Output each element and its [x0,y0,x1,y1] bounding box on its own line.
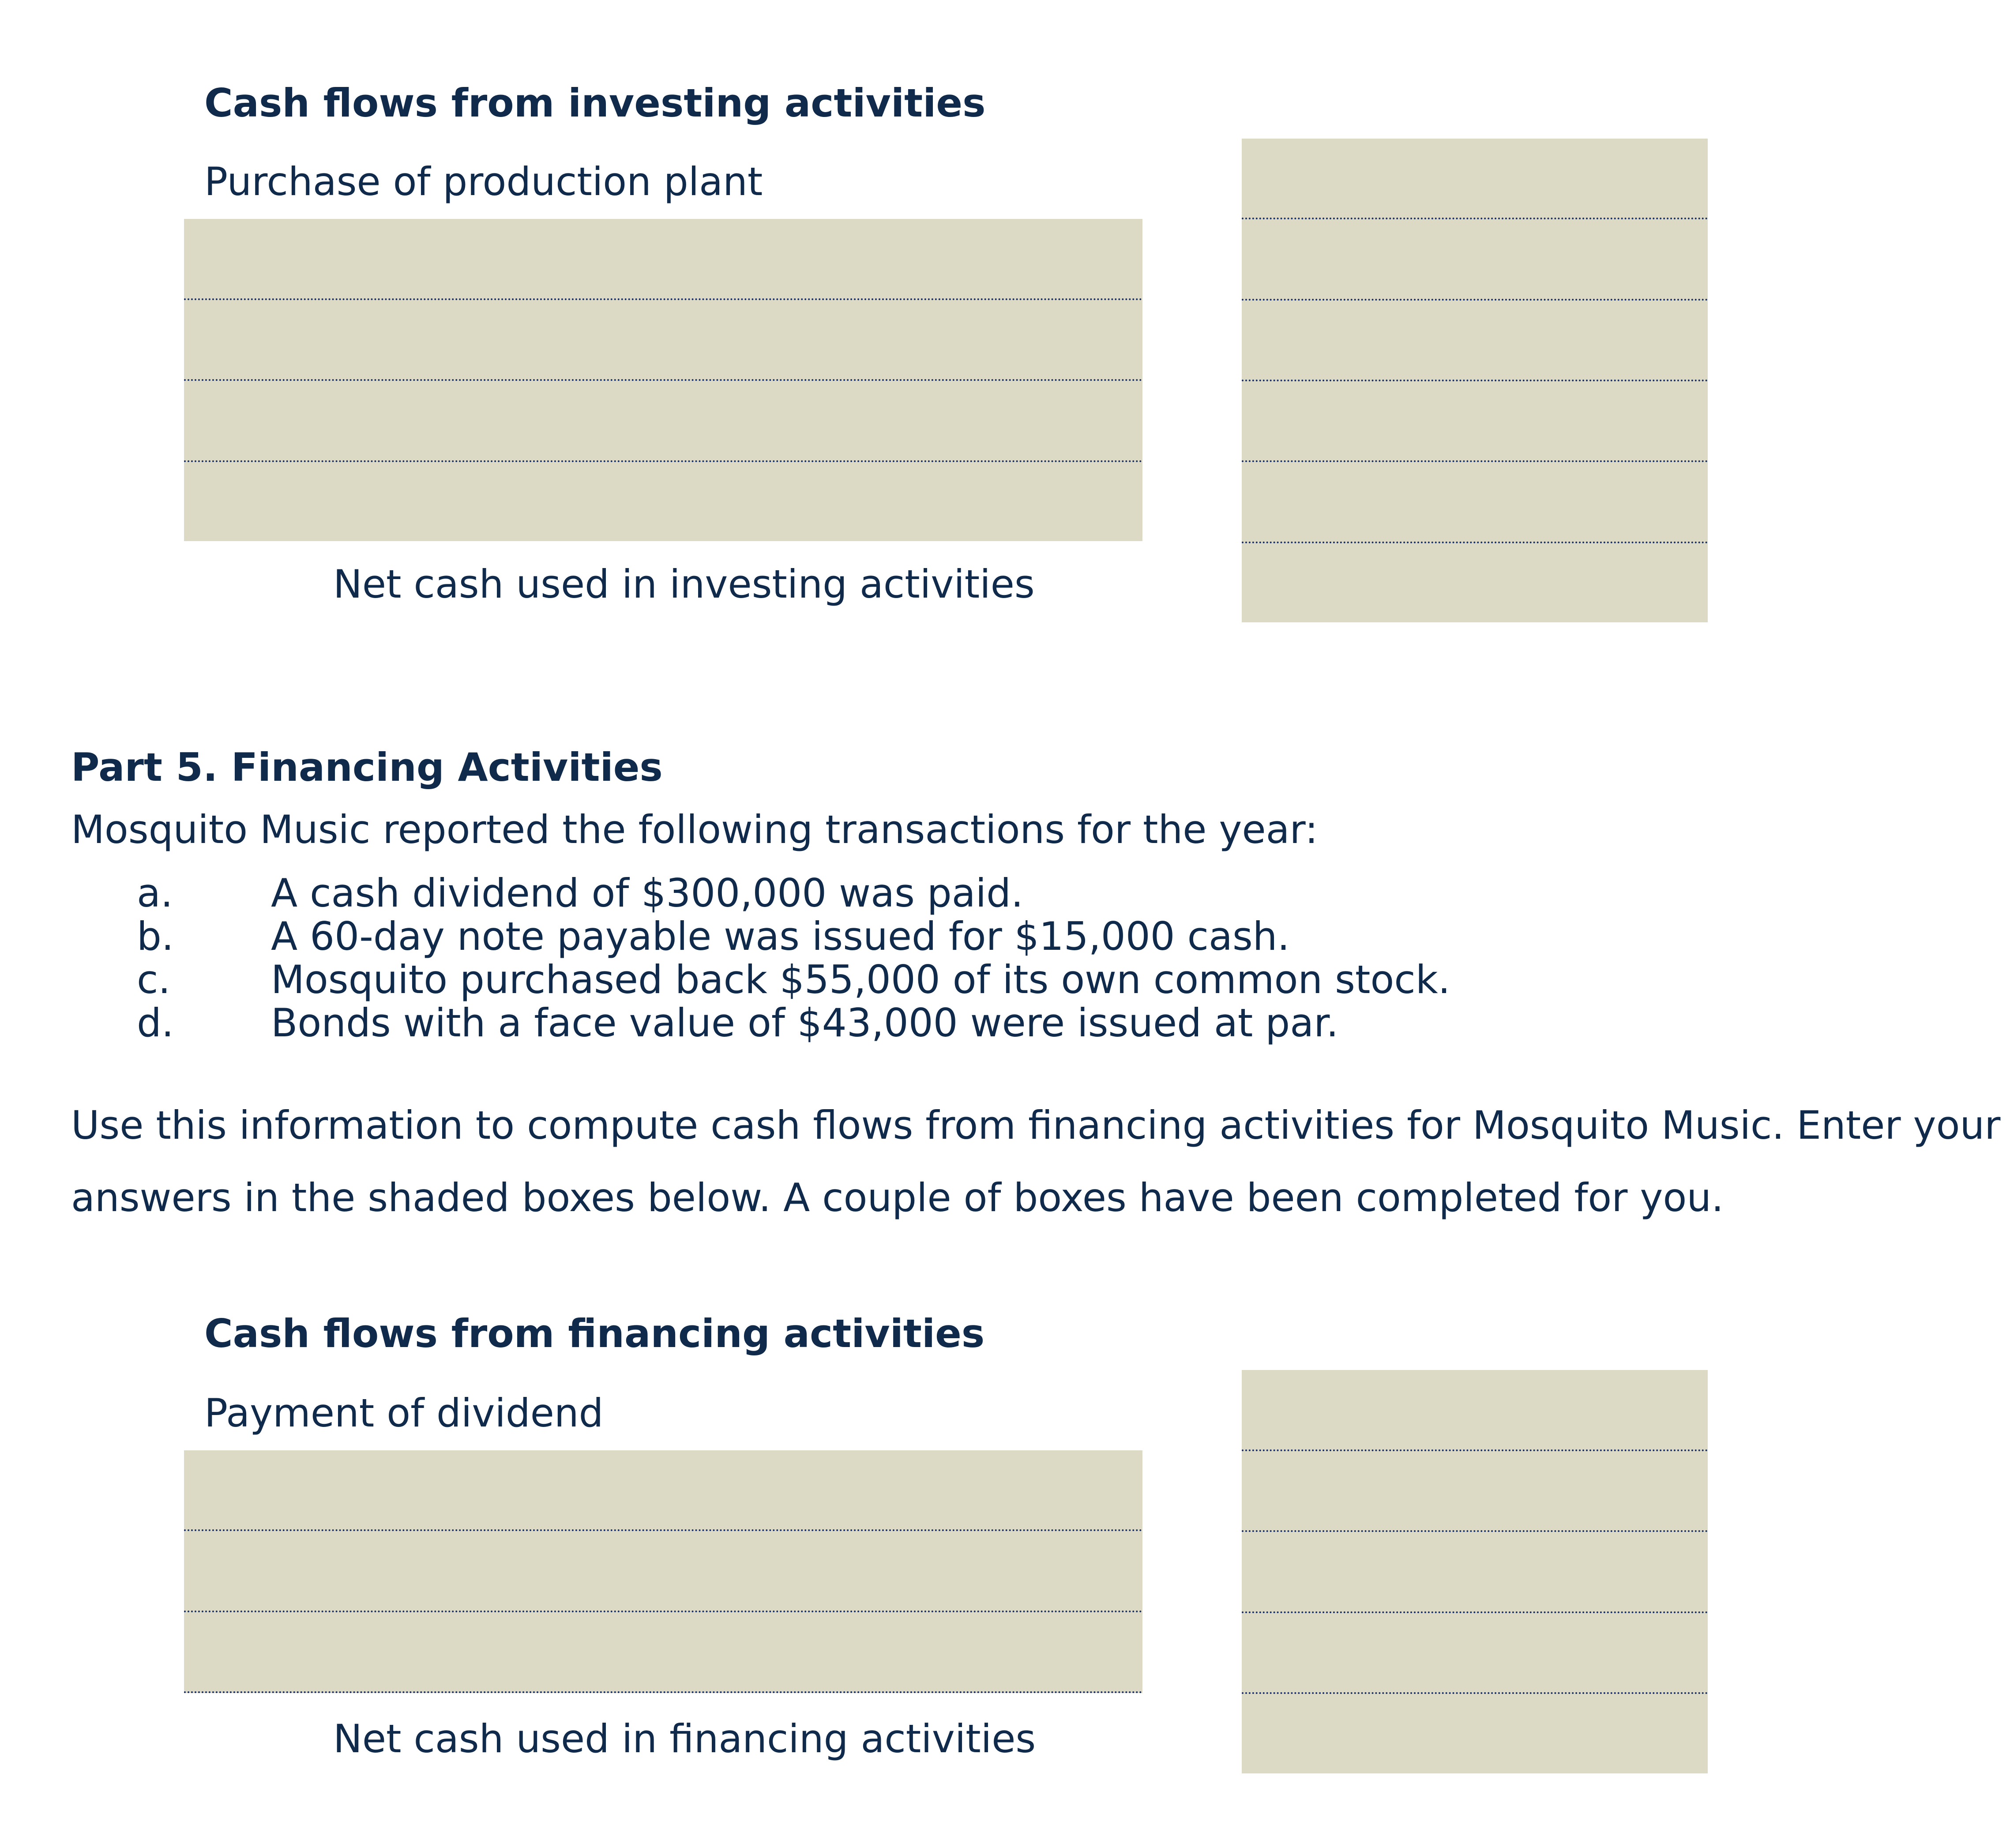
instruction-line-2: answers in the shaded boxes below. A couple of boxes have been completed for you. [71,1175,1724,1220]
investing-amount-input-6[interactable] [1242,543,1708,622]
instruction-line-1: Use this information to compute cash flows from financing activities for Mosquito Music. Enter your [71,1103,2001,1148]
list-item-text: A cash dividend of $300,000 was paid. [271,870,1023,916]
list-item-text: A 60-day note payable was issued for $15,000 cash. [271,914,1290,959]
financing-description-input-1[interactable] [184,1450,1142,1531]
investing-amount-input-4[interactable] [1242,381,1708,462]
investing-amount-input-2[interactable] [1242,219,1708,300]
financing-description-boxes[interactable] [184,1450,1142,1693]
financing-description-input-3[interactable] [184,1612,1142,1693]
financing-description-input-2[interactable] [184,1531,1142,1612]
part5-intro: Mosquito Music reported the following transactions for the year: [71,807,1318,852]
list-item-marker: d. [137,1000,174,1046]
financing-amount-input-5[interactable] [1242,1694,1708,1773]
list-item-marker: c. [137,957,171,1002]
financing-heading: Cash flows from financing activities [204,1311,985,1356]
financing-amount-input-3[interactable] [1242,1532,1708,1613]
financing-net-label: Net cash used in financing activities [333,1716,1036,1761]
list-item-text: Bonds with a face value of $43,000 were issued at par. [271,1000,1339,1046]
financing-amount-boxes[interactable] [1242,1370,1708,1773]
list-item-marker: b. [137,914,174,959]
financing-first-item-label: Payment of dividend [204,1390,604,1436]
investing-description-boxes[interactable] [184,219,1142,541]
part5-heading: Part 5. Financing Activities [71,745,663,790]
investing-amount-input-1[interactable] [1242,139,1708,219]
list-item-marker: a. [137,870,173,916]
list-item [137,870,1461,916]
investing-first-item-label: Purchase of production plant [204,159,763,204]
financing-amount-input-1[interactable] [1242,1370,1708,1451]
list-item-text: Mosquito purchased back $55,000 of its own common stock. [271,957,1450,1002]
investing-description-input-1[interactable] [184,219,1142,300]
investing-amount-input-3[interactable] [1242,301,1708,381]
investing-amount-boxes[interactable] [1242,139,1708,622]
list-item [137,1000,1461,1046]
investing-description-input-3[interactable] [184,381,1142,462]
investing-amount-input-5[interactable] [1242,462,1708,543]
investing-heading: Cash flows from investing activities [204,80,986,126]
investing-net-label: Net cash used in investing activities [333,561,1035,607]
financing-amount-input-4[interactable] [1242,1613,1708,1694]
investing-description-input-4[interactable] [184,462,1142,542]
investing-description-input-2[interactable] [184,300,1142,381]
list-item [137,914,1461,959]
list-item [137,957,1461,1002]
financing-amount-input-2[interactable] [1242,1451,1708,1532]
